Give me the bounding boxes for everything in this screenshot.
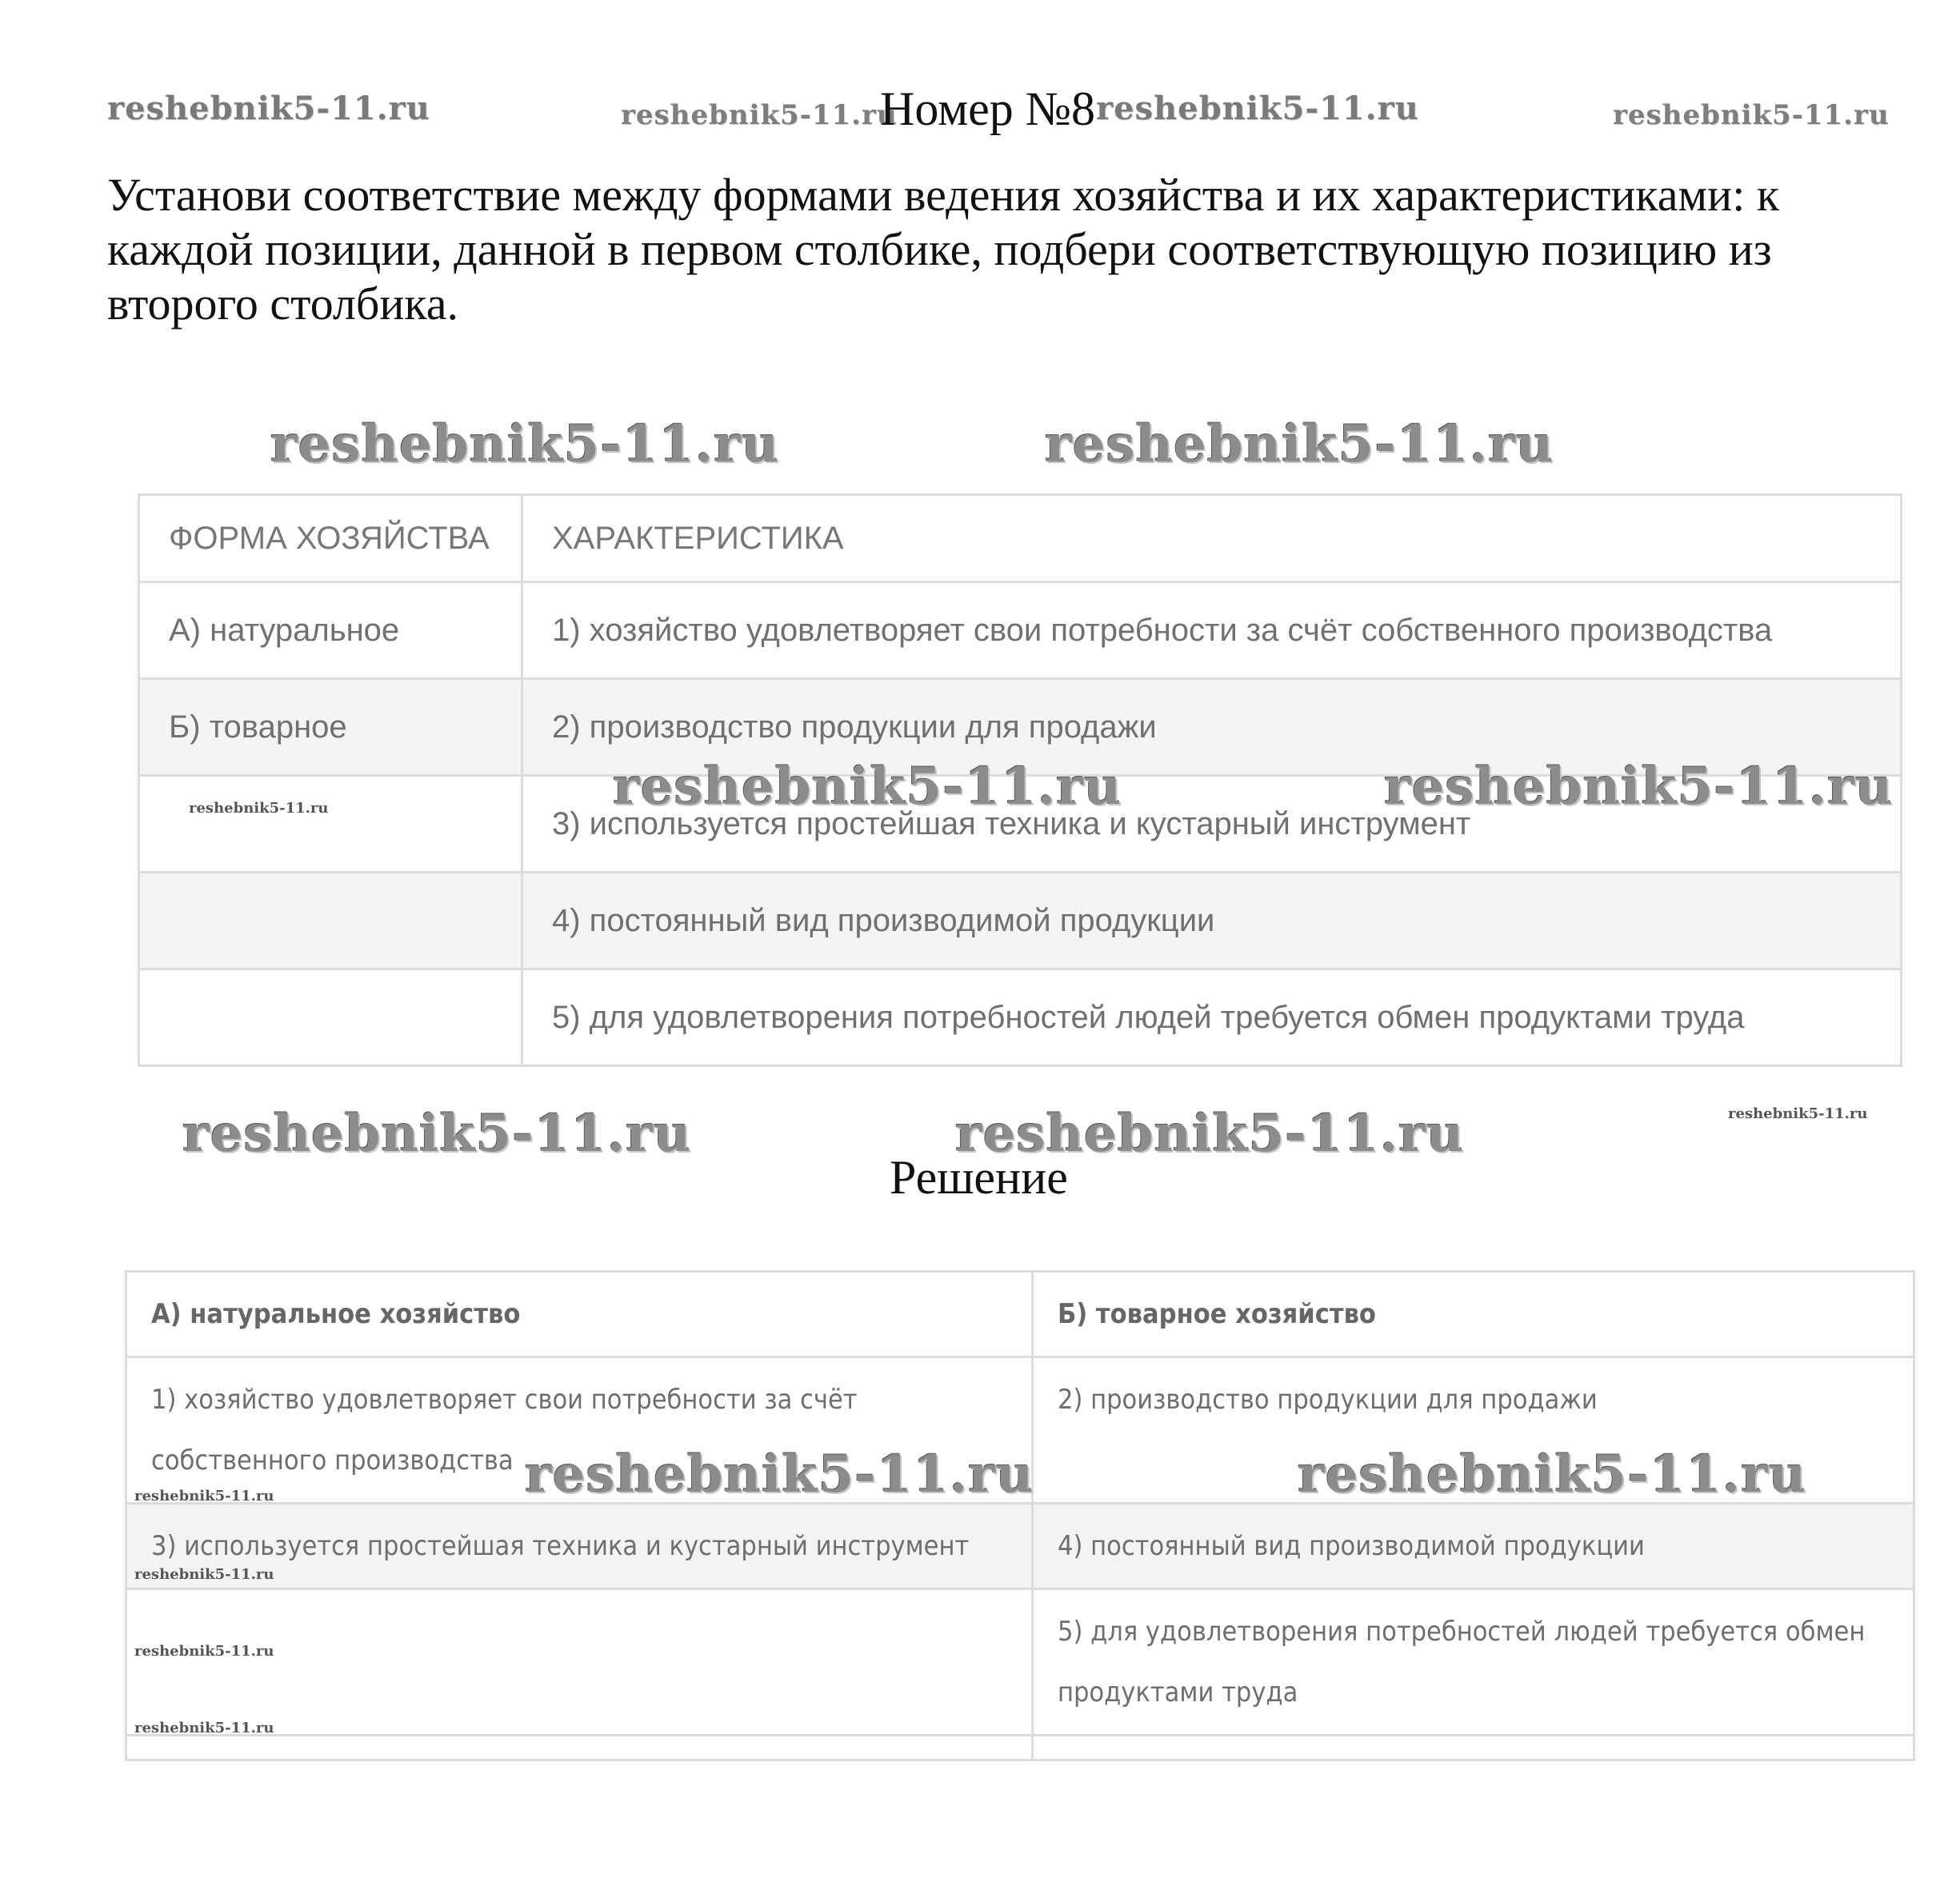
watermark: reshebnik5-11.ru xyxy=(1096,90,1419,127)
watermark: reshebnik5-11.ru xyxy=(134,1643,274,1660)
watermark: reshebnik5-11.ru xyxy=(525,1444,1034,1504)
table-row xyxy=(139,873,1902,969)
watermark: reshebnik5-11.ru xyxy=(955,1104,1465,1164)
page-title: Номер №8 xyxy=(880,82,1096,135)
watermark: reshebnik5-11.ru xyxy=(621,99,898,131)
header-cell: А) натуральное хозяйство xyxy=(126,1272,1033,1357)
watermark: reshebnik5-11.ru xyxy=(134,1720,274,1736)
table-cell: 2) производство продукции для продажи xyxy=(522,679,1902,776)
solution-table xyxy=(125,1270,1915,1761)
table-row xyxy=(126,1589,1914,1736)
table-header-row xyxy=(126,1272,1914,1357)
table-cell: 1) хозяйство удовлетворяет свои потребности за счёт собственного производства xyxy=(522,582,1902,679)
table-row xyxy=(139,582,1902,679)
watermark: reshebnik5-11.ru xyxy=(270,414,780,474)
watermark: reshebnik5-11.ru xyxy=(182,1104,692,1164)
table-cell: 2) производство продукции для продажи xyxy=(1033,1357,1914,1504)
watermark: reshebnik5-11.ru xyxy=(1298,1444,1807,1504)
header-cell: ФОРМА ХОЗЯЙСТВА xyxy=(139,495,522,582)
solution-title: Решение xyxy=(890,1151,1068,1204)
table-row xyxy=(139,969,1902,1066)
table-header-row xyxy=(139,495,1902,582)
watermark: reshebnik5-11.ru xyxy=(1613,99,1890,131)
table-cell: 4) постоянный вид производимой продукции xyxy=(1033,1504,1914,1589)
watermark: reshebnik5-11.ru xyxy=(134,1566,274,1583)
table-cell xyxy=(139,969,522,1066)
table-cell: 5) для удовлетворения потребностей людей требуется обмен продуктами труда xyxy=(1033,1589,1914,1736)
watermark: reshebnik5-11.ru xyxy=(1384,757,1894,817)
table-cell: 4) постоянный вид производимой продукции xyxy=(522,873,1902,969)
watermark: reshebnik5-11.ru xyxy=(1728,1105,1868,1122)
header-cell: Б) товарное хозяйство xyxy=(1033,1272,1914,1357)
table-cell: 3) используется простейшая техника и кустарный инструмент xyxy=(126,1504,1033,1589)
watermark: reshebnik5-11.ru xyxy=(107,90,430,127)
table-cell: Б) товарное xyxy=(139,679,522,776)
table-cell xyxy=(139,776,522,873)
watermark: reshebnik5-11.ru xyxy=(189,800,329,817)
table-cell xyxy=(1033,1736,1914,1760)
task-text: Установи соответствие между формами ведения хозяйства и их характеристиками: к каждой позиции, данной в первом столбике, подбери соответствующую позицию из второго столбика. xyxy=(107,169,1780,330)
table-cell: А) натуральное xyxy=(139,582,522,679)
watermark: reshebnik5-11.ru xyxy=(1045,414,1554,474)
header-cell: ХАРАКТЕРИСТИКА xyxy=(522,495,1902,582)
watermark: reshebnik5-11.ru xyxy=(613,757,1122,817)
watermark: reshebnik5-11.ru xyxy=(134,1488,274,1504)
table-cell: 3) используется простейшая техника и кустарный инструмент xyxy=(522,776,1902,873)
table-cell xyxy=(139,873,522,969)
table-row xyxy=(126,1504,1914,1589)
table-cell xyxy=(126,1589,1033,1736)
table-cell: 1) хозяйство удовлетворяет свои потребности за счёт собственного производства xyxy=(126,1357,1033,1504)
table-cell: 5) для удовлетворения потребностей людей требуется обмен продуктами труда xyxy=(522,969,1902,1066)
table-row xyxy=(126,1736,1914,1760)
table-cell xyxy=(126,1736,1033,1760)
